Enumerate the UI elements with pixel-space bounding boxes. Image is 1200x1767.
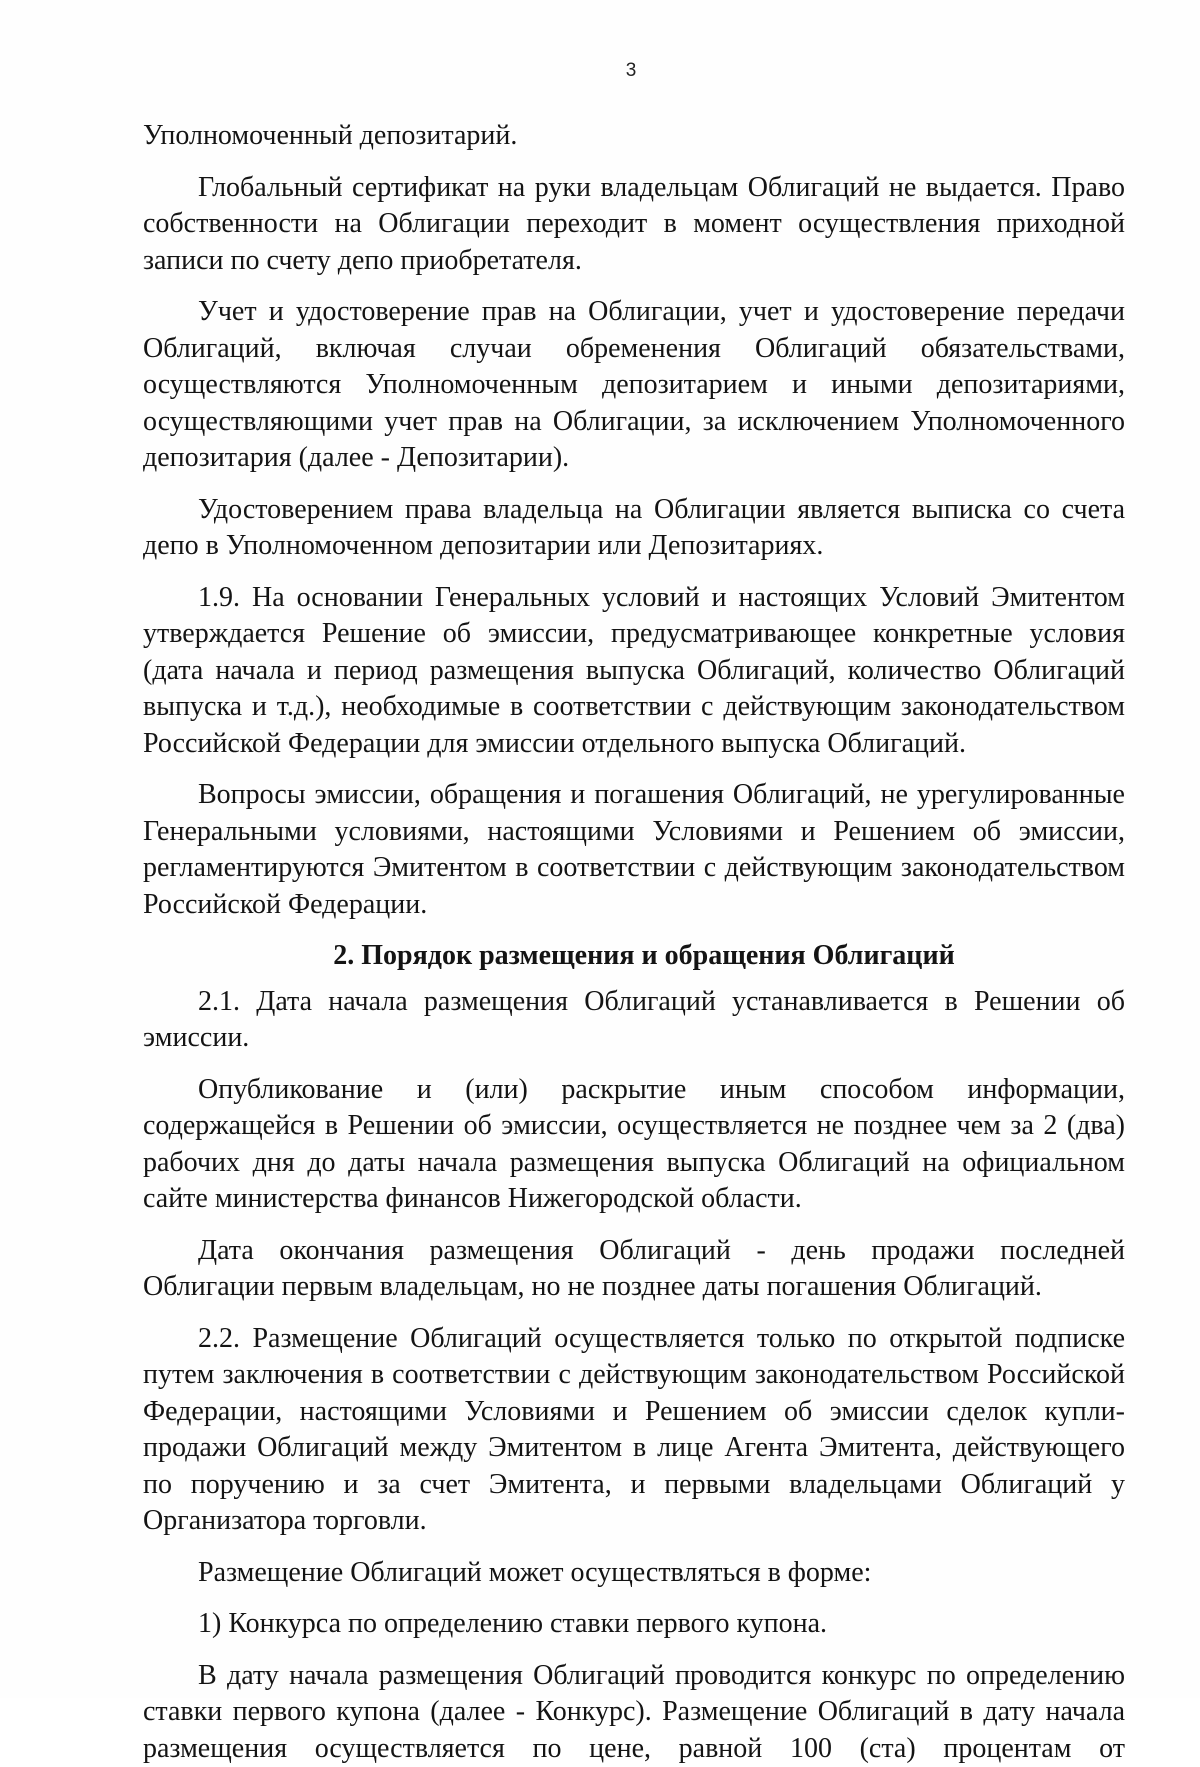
paragraph: Уполномоченный депозитарий. (143, 118, 1125, 155)
page-number: 3 (0, 60, 1200, 82)
paragraph: 2.1. Дата начала размещения Облигаций устанавливается в Решении об эмиссии. (143, 984, 1125, 1057)
paragraph: Опубликование и (или) раскрытие иным способом информации, содержащейся в Решении об эмиссии, осуществляется не позднее чем за 2 (два) рабочих дня до даты начала размещения выпуска Облигаций на официальном сайте министерства финансов Нижегородской области. (143, 1072, 1125, 1218)
section-heading: 2. Порядок размещения и обращения Облигаций (143, 938, 1125, 975)
paragraph: 2.2. Размещение Облигаций осуществляется только по открытой подписке путем заключения в соответствии с действующим законодательством Российской Федерации, настоящими Условиями и Решением об эмиссии сделок купли-продажи Облигаций между Эмитентом в лице Агента Эмитента, действующего по поручению и за счет Эмитента, и первыми владельцами Облигаций у Организатора торговли. (143, 1321, 1125, 1540)
paragraph: 1.9. На основании Генеральных условий и настоящих Условий Эмитентом утверждается Решение об эмиссии, предусматривающее конкретные условия (дата начала и период размещения выпуска Облигаций, количество Облигаций выпуска и т.д.), необходимые в соответствии с действующим законодательством Российской Федерации для эмиссии отдельного выпуска Облигаций. (143, 580, 1125, 763)
paragraph: Глобальный сертификат на руки владельцам Облигаций не выдается. Право собственности на Облигации переходит в момент осуществления приходной записи по счету депо приобретателя. (143, 170, 1125, 280)
paragraph: В дату начала размещения Облигаций проводится конкурс по определению ставки первого купона (далее - Конкурс). Размещение Облигаций в дату начала размещения осуществляется по цене, равной 100 (ста) процентам от (143, 1658, 1125, 1767)
paragraph: Учет и удостоверение прав на Облигации, учет и удостоверение передачи Облигаций, включая случаи обременения Облигаций обязательствами, осуществляются Уполномоченным депозитарием и иными депозитариями, осуществляющими учет прав на Облигации, за исключением Уполномоченного депозитария (далее - Депозитарии). (143, 294, 1125, 477)
paragraph: Удостоверением права владельца на Облигации является выписка со счета депо в Уполномоченном депозитарии или Депозитариях. (143, 492, 1125, 565)
paragraph: Вопросы эмиссии, обращения и погашения Облигаций, не урегулированные Генеральными условиями, настоящими Условиями и Решением об эмиссии, регламентируются Эмитентом в соответствии с действующим законодательством Российской Федерации. (143, 777, 1125, 923)
paragraph: Дата окончания размещения Облигаций - день продажи последней Облигации первым владельцам, но не позднее даты погашения Облигаций. (143, 1233, 1125, 1306)
paragraph: 1) Конкурса по определению ставки первого купона. (143, 1606, 1125, 1643)
document-body (143, 118, 1125, 1767)
paragraph: Размещение Облигаций может осуществляться в форме: (143, 1555, 1125, 1592)
